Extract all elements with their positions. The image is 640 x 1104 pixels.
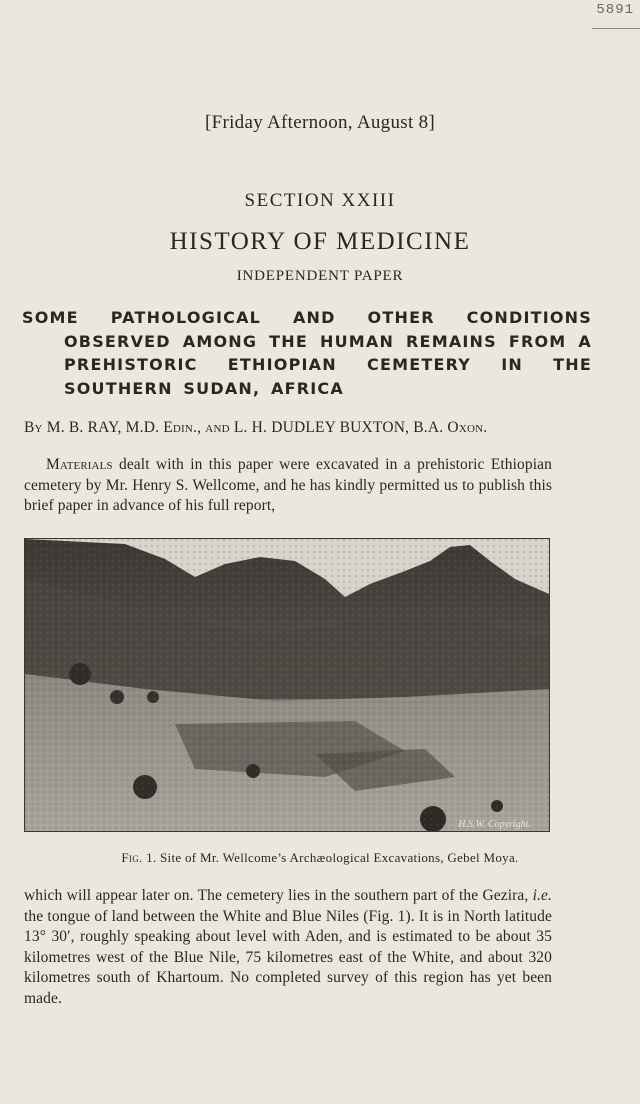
paragraph-1 xyxy=(24,455,552,517)
byline xyxy=(24,419,556,437)
stamp-rule xyxy=(592,28,640,29)
session-heading: [Friday Afternoon, August 8] xyxy=(204,112,436,133)
paper-type: INDEPENDENT PAPER xyxy=(236,268,404,284)
author-1-degree: Edin. xyxy=(163,419,198,436)
author-1: M. B. RAY, M.D. xyxy=(46,419,160,436)
author-2: L. H. DUDLEY BUXTON, B.A. xyxy=(233,419,444,436)
figure-photograph xyxy=(24,538,550,832)
section-number: SECTION XXIII xyxy=(244,190,396,211)
landscape-photo xyxy=(25,539,549,831)
library-stamp: 5891 xyxy=(596,2,634,18)
figure-label: Fig. 1. xyxy=(121,850,157,865)
byline-by: By xyxy=(24,419,43,436)
paragraph-2-text-a: which will appear later on. The cemetery lies in the southern part of the Gezira, xyxy=(24,887,533,904)
paper-title: SOME PATHOLOGICAL AND OTHER CONDITIONS OBSERVED AMONG THE HUMAN REMAINS FROM A PREHISTORIC ETHIOPIAN CEMETERY IN THE SOUTHERN SUDAN, AFRICA xyxy=(22,308,592,398)
paragraph-2-ie: i.e. xyxy=(532,887,552,904)
paragraph-2 xyxy=(24,886,552,1009)
figure-caption xyxy=(0,850,640,866)
photo-copyright: H.S.W. Copyright. xyxy=(458,819,531,830)
byline-and: , and xyxy=(197,419,230,436)
author-2-degree: Oxon. xyxy=(447,419,488,436)
section-title: HISTORY OF MEDICINE xyxy=(169,228,471,255)
paragraph-2-text-b: the tongue of land between the White and Blue Niles (Fig. 1). It is in North latitude 13° 30′, roughly speaking about level with Aden, and is estimated to be about 35 kilometres west of the Blue Nile, 75 kilometres east of the White, and about 320 kilometres south of Khartoum. No completed survey of this region has yet been made. xyxy=(24,907,552,1007)
paragraph-1-text: dealt with in this paper were excavated in a prehistoric Ethiopian cemetery by Mr. Henry S. Wellcome, and he has kindly permitted us to publish this brief paper in advance of his full report, xyxy=(24,456,552,514)
paragraph-1-lead: Materials xyxy=(46,456,113,473)
figure-caption-text: Site of Mr. Wellcome’s Archæological Excavations, Gebel Moya. xyxy=(160,850,519,865)
photo-grain xyxy=(25,539,549,831)
